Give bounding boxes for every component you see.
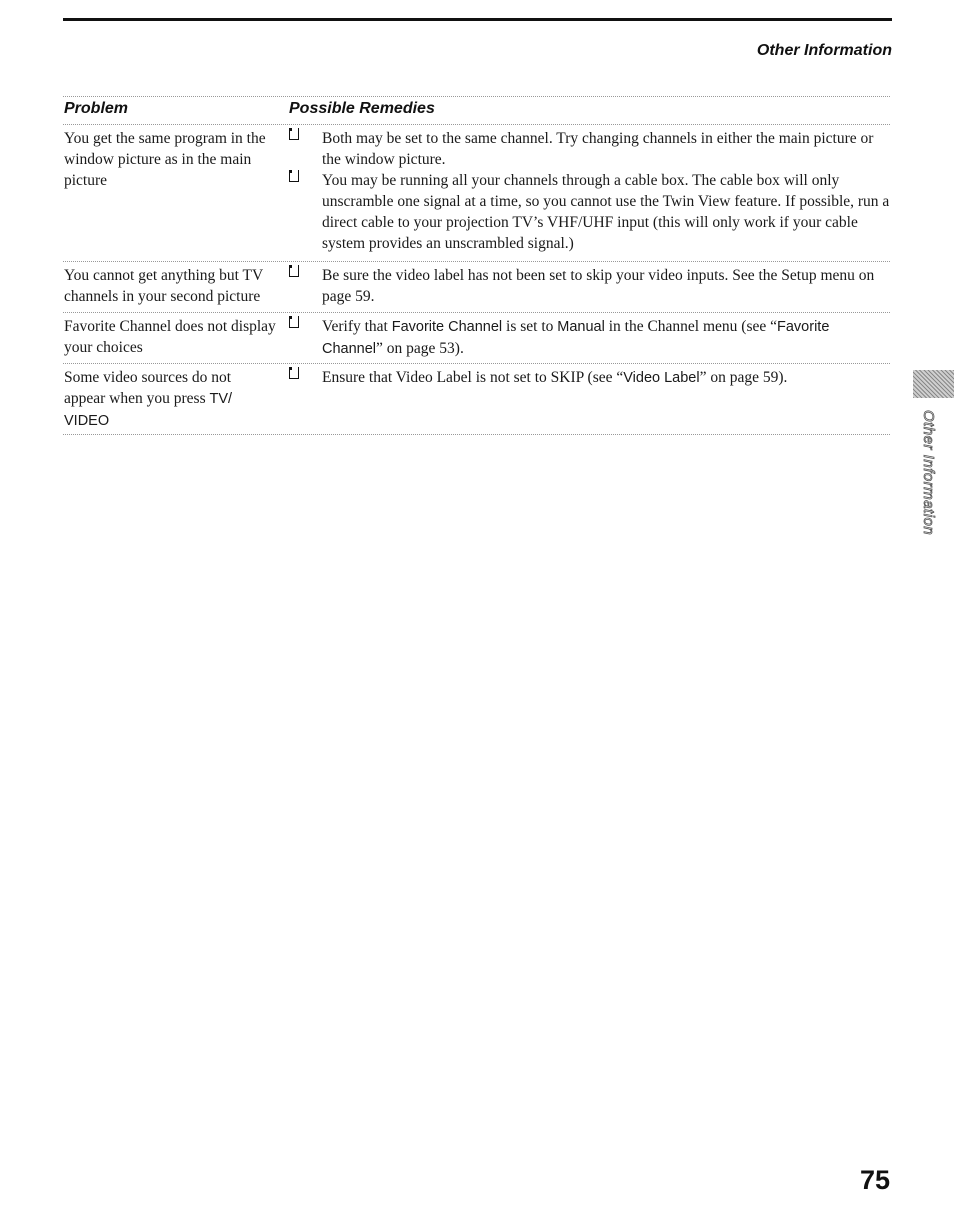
remedies-column-header: Possible Remedies (289, 100, 435, 117)
remedy-item (63, 313, 890, 360)
remedy-text: Be sure the video label has not been set to skip your video inputs. See the Setup menu on page 59. (322, 267, 875, 305)
checkbox-bullet-icon (289, 265, 299, 277)
problem-text: Some video sources do not appear when you press TV/ VIDEO (64, 369, 233, 429)
section-tab-marker (913, 370, 954, 398)
page-number: 75 (859, 1165, 890, 1195)
checkbox-bullet-icon (289, 128, 299, 140)
remedy-text: Ensure that Video Label is not set to SKIP (see “Video Label” on page 59). (322, 369, 788, 386)
problem-column-header: Problem (64, 100, 129, 117)
top-rule (63, 18, 892, 21)
table-row (63, 313, 890, 364)
checkbox-bullet-icon (289, 170, 299, 182)
table-header (63, 96, 890, 125)
remedy-item (63, 364, 890, 389)
remedy-text: Verify that Favorite Channel is set to Manual in the Channel menu (see “Favorite Channel” on page 53). (322, 318, 830, 357)
remedy-item (63, 125, 890, 170)
remedy-text: You may be running all your channels through a cable box. The cable box will only unscramble one signal at a time, so you cannot use the Twin View feature. If possible, run a direct cable to your projection TV’s VHF/UHF input (this will only work if your cable system provides an unscrambled signal.) (322, 172, 890, 252)
problem-text: Favorite Channel does not display your choices (64, 318, 276, 356)
problem-text: You get the same program in the window picture as in the main picture (64, 130, 266, 189)
table-row (63, 125, 890, 262)
problem-text: You cannot get anything but TV channels in your second picture (64, 267, 263, 305)
table-row (63, 364, 890, 435)
table-row (63, 262, 890, 313)
remedy-item (63, 262, 890, 307)
checkbox-bullet-icon (289, 316, 299, 328)
troubleshooting-table (63, 96, 890, 435)
checkbox-bullet-icon (289, 367, 299, 379)
side-tab-label: Other Information (920, 410, 937, 536)
section-header: Other Information (756, 42, 892, 59)
remedy-item (63, 170, 890, 254)
remedy-text: Both may be set to the same channel. Try changing channels in either the main picture or the window picture. (322, 130, 874, 168)
